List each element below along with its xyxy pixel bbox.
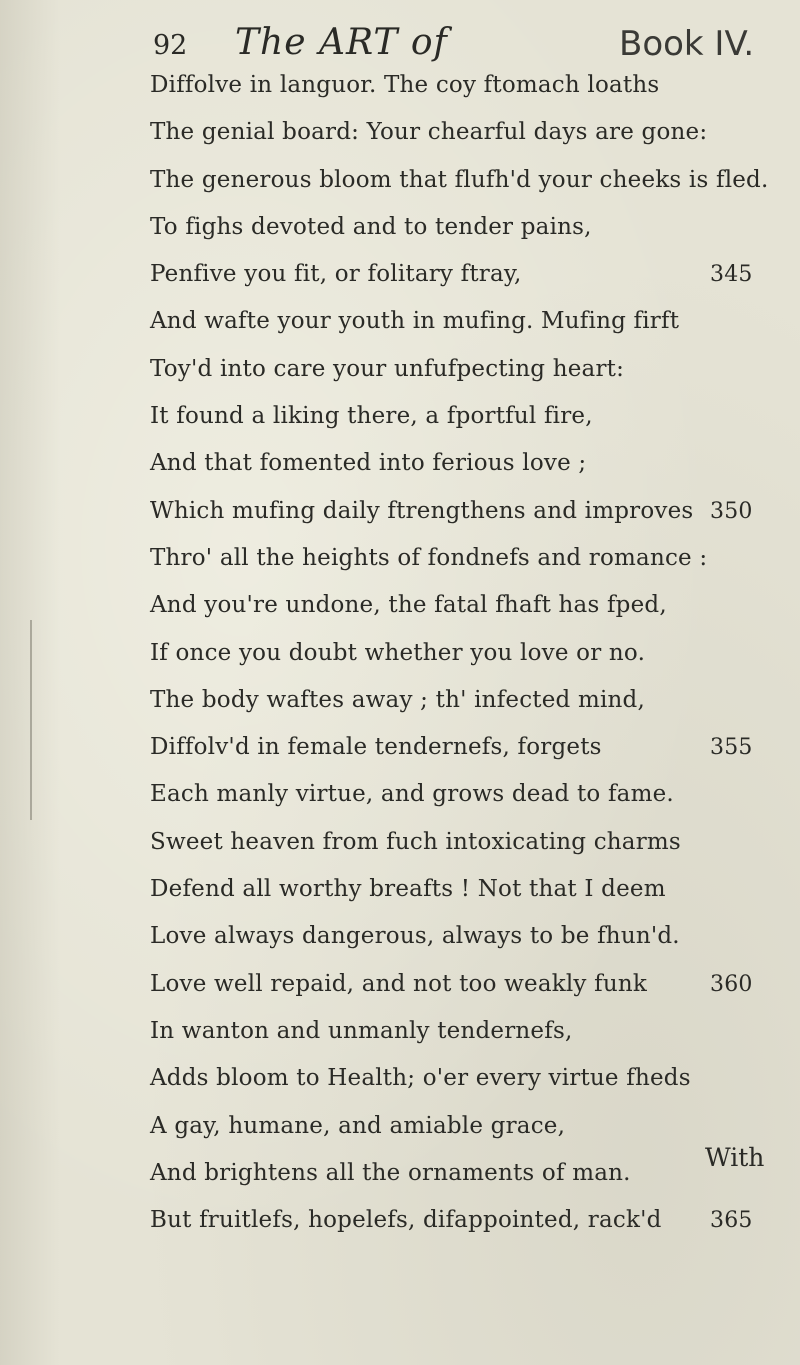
verse-text: Love always dangerous, always to be fhun'd. [150,923,680,950]
verse-text: Diffolve in languor. The coy ftomach loaths [150,72,660,98]
verse-line [150,771,770,818]
verse-text: And wafte your youth in mufing. Mufing firft [150,308,680,335]
margin-mark [30,620,36,820]
line-number: 345 [710,262,753,288]
verse-line [150,109,770,156]
verse-line [150,1008,770,1055]
verse-line [150,1055,770,1102]
verse-text: The genial board: Your chearful days are gone: [150,119,708,146]
verse-line [150,157,770,204]
verse-line [150,440,770,487]
verse-text: In wanton and unmanly tendernefs, [150,1017,573,1044]
verse-text: The body waftes away ; th' infected mind, [150,686,645,713]
verse-line [150,582,770,629]
verse-line [150,677,770,724]
running-title: The ART of [235,22,448,63]
verse-text: Which mufing daily ftrengthens and improves [150,497,694,524]
line-number: 365 [710,1208,753,1234]
verse-text: Toy'd into care your unfufpecting heart: [150,355,625,382]
catchword: With [705,1143,765,1172]
verse-text: Penfive you fit, or folitary ftray, [150,261,522,288]
verse-line [150,204,770,251]
verse-line [150,1150,770,1197]
verse-text: A gay, humane, and amiable grace, [150,1112,566,1139]
verse-text: But fruitlefs, hopelefs, difappointed, rack'd [150,1207,662,1234]
line-number: 355 [710,735,753,761]
verse-text: It found a liking there, a fportful fire, [150,403,593,430]
verse-line [150,961,770,1008]
line-number: 360 [710,971,753,997]
verse-line [150,346,770,393]
verse-line [150,630,770,677]
verse-line [150,1197,770,1244]
page-number: 92 [153,30,188,61]
verse-text: Love well repaid, and not too weakly funk [150,970,648,997]
verse-text: And that fomented into ferious love ; [150,450,587,477]
verse-line [150,913,770,960]
verse-line [150,1103,770,1150]
verse-line [150,393,770,440]
book-label: Book IV. [619,24,755,64]
line-number: 350 [710,498,753,524]
verse-line [150,488,770,535]
verse-line [150,62,770,109]
verse-line [150,535,770,582]
verse-text: Adds bloom to Health; o'er every virtue fheds [150,1065,691,1092]
verse-text: And brightens all the ornaments of man. [150,1159,631,1186]
verse-text: Diffolv'd in female tendernefs, forgets [150,734,602,761]
verse-line [150,724,770,771]
verse-text: Defend all worthy breafts ! Not that I deem [150,876,666,903]
verse-text: To fighs devoted and to tender pains, [150,213,592,240]
verse-text: Sweet heaven from fuch intoxicating charms [150,828,681,855]
verse-line [150,866,770,913]
verse-line [150,819,770,866]
verse-text: And you're undone, the fatal fhaft has fped, [150,592,667,619]
verse-line [150,251,770,298]
verse-text: The generous bloom that flufh'd your cheeks is fled. [150,166,769,193]
verse-text: Each manly virtue, and grows dead to fame. [150,781,674,808]
verse-text: If once you doubt whether you love or no. [150,639,646,666]
poem-body [150,62,770,1244]
verse-line [150,298,770,345]
verse-text: Thro' all the heights of fondnefs and romance : [150,544,708,571]
